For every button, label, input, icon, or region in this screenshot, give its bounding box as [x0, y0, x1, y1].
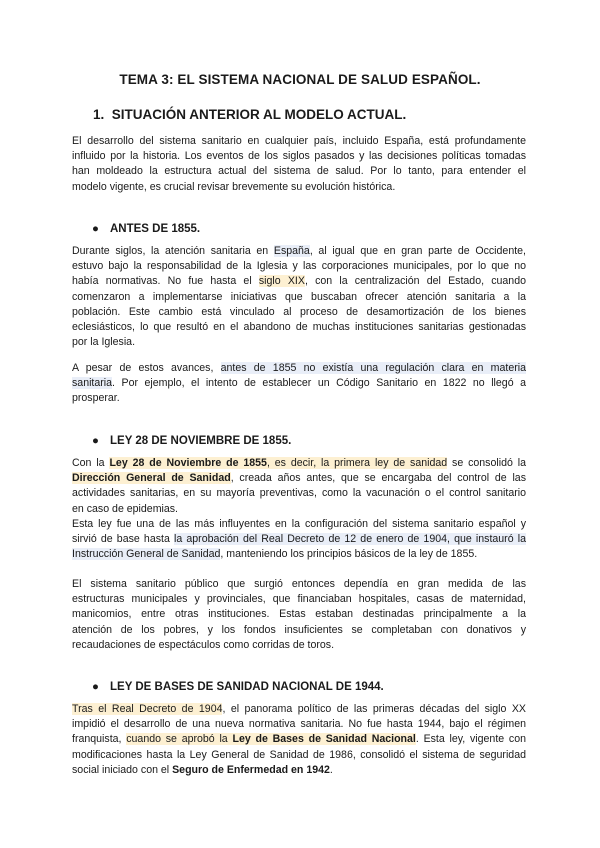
text-line: sirvió de base hasta la aprobación del Real Decreto de 12 de enero de 1904, que instauró la	[72, 533, 526, 546]
text-line: atención de los pobres, y los fondos insuficientes se completaban con donativos y	[72, 623, 526, 636]
text-line: comenzaron a implementarse iniciativas que buscaban ofrecer atención sanitaria a la	[72, 290, 526, 303]
subsection-heading-ley-1855	[92, 435, 291, 447]
text-line: recaudaciones de espectáculos como corridas de toros.	[72, 638, 335, 651]
text-line: El desarrollo del sistema sanitario en cualquier país, incluido España, está profundamente	[72, 135, 526, 147]
text-line: impidió el desarrollo de una nueva normativa sanitaria. No fue hasta 1944, bajo el régimen	[72, 718, 526, 731]
subsection-heading-antes-1855	[92, 223, 200, 235]
paragraph	[72, 577, 526, 653]
paragraph	[72, 244, 526, 350]
text-line: en caso de epidemias.	[72, 502, 179, 515]
text-line: estructuras municipales y provinciales, que financiaban hospitales, casas de maternidad,	[72, 593, 526, 606]
paragraph	[72, 702, 526, 778]
text-line: A pesar de estos avances, antes de 1855 no existía una regulación clara en materia	[72, 362, 526, 374]
subsection-title: LEY DE BASES DE SANIDAD NACIONAL DE 1944.	[110, 681, 384, 693]
text-line: Esta ley fue una de las más influyentes en la configuración del sistema sanitario español y	[72, 518, 526, 530]
text-line: han moldeado la estructura actual del sistema de salud. Por lo tanto, para entender el	[72, 165, 526, 178]
text-line: eclesiásticos, lo que resultó en el abandono de muchas instituciones sanitarias gestionadas	[72, 321, 526, 334]
text-line: Durante siglos, la atención sanitaria en España, al igual que en gran parte de Occidente,	[72, 245, 526, 257]
text-line: había normativas. No fue hasta el siglo XIX, con la centralización del Estado, cuando	[72, 275, 526, 288]
bullet-icon: ●	[92, 681, 99, 693]
paragraph	[72, 361, 526, 407]
text-line: prosperar.	[72, 392, 120, 405]
text-line: estuvo bajo la responsabilidad de la Iglesia y las corporaciones municipales, por lo que no	[72, 260, 526, 273]
subsection-title: ANTES DE 1855.	[110, 223, 201, 235]
text-line: Tras el Real Decreto de 1904, el panorama político de las primeras décadas del siglo XX	[72, 703, 526, 715]
text-line: social iniciado con el Seguro de Enfermedad en 1942.	[72, 763, 333, 776]
document-title: TEMA 3: EL SISTEMA NACIONAL DE SALUD ESPAÑOL.	[119, 72, 481, 87]
text-line: modelo vigente, es crucial revisar brevemente su evolución histórica.	[72, 180, 396, 193]
intro-paragraph	[72, 134, 526, 195]
text-line: población. Este cambio está vinculado al proceso de desamortización de los bienes	[72, 305, 526, 318]
text-line: influido por la historia. Los eventos de los siglos pasados y las decisiones políticas tomadas	[72, 150, 526, 163]
text-line: por la Iglesia.	[72, 336, 136, 349]
section-title: SITUACIÓN ANTERIOR AL MODELO ACTUAL.	[111, 107, 407, 122]
bullet-icon: ●	[92, 223, 99, 235]
section-heading	[93, 107, 406, 122]
text-line: actividades sanitarias, en su mayoría preventivas, como la vacunación o el control sanitario	[72, 487, 526, 500]
text-line: Instrucción General de Sanidad, manteniendo los principios básicos de la ley de 1855.	[72, 548, 478, 561]
section-number: 1.	[93, 107, 105, 122]
text-line: modificaciones hasta la Ley General de Sanidad de 1986, consolidó el sistema de seguridad	[72, 748, 526, 761]
subsection-heading-ley-1944	[92, 681, 384, 693]
text-line: sanitaria. Por ejemplo, el intento de establecer un Código Sanitario en 1822 no llegó a	[72, 377, 526, 390]
text-line: manicomios, entre otras instituciones. Estas estaban destinadas principalmente a la	[72, 608, 526, 621]
paragraph	[72, 517, 526, 563]
subsection-title: LEY 28 DE NOVIEMBRE DE 1855.	[110, 435, 292, 447]
text-line: El sistema sanitario público que surgió entonces dependía en gran medida de las	[72, 578, 526, 590]
text-line: Dirección General de Sanidad, creada años antes, que se encargaba del control de las	[72, 472, 526, 485]
bullet-icon: ●	[92, 435, 99, 447]
text-line: franquista, cuando se aprobó la Ley de Bases de Sanidad Nacional. Esta ley, vigente con	[72, 733, 526, 746]
paragraph	[72, 456, 526, 517]
text-line: Con la Ley 28 de Noviembre de 1855, es decir, la primera ley de sanidad se consolidó la	[72, 457, 526, 469]
